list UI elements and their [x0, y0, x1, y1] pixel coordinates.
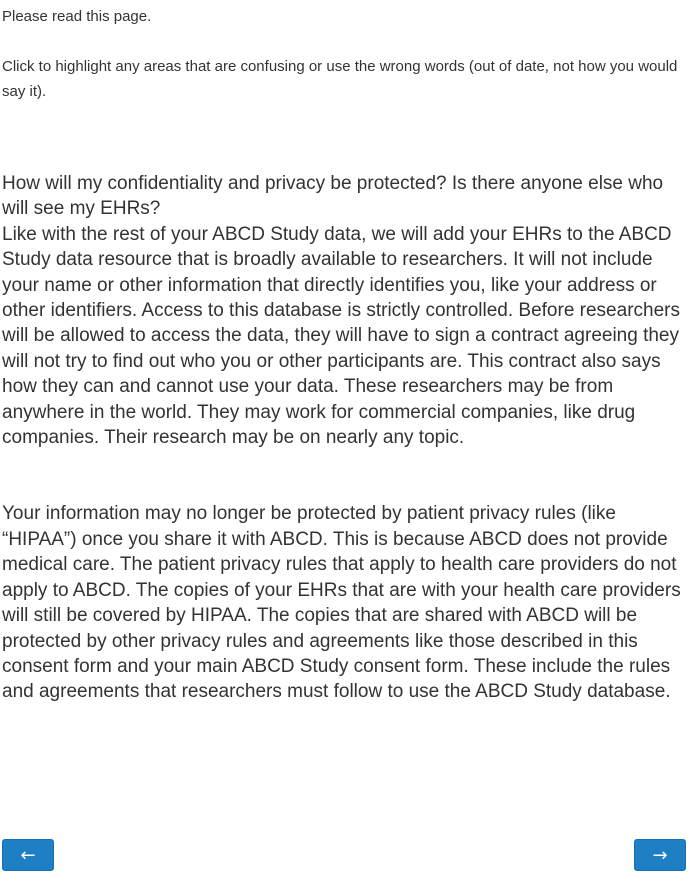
confidentiality-paragraph[interactable]: Like with the rest of your ABCD Study data, we will add your EHRs to the ABCD Study data resource that is broadly available to researchers. It will not include your name or other information that directly identifies you, like your address or other identifiers. Access to this database is strictly controlled. Before researchers will be allowed to access the data, they will have to sign a contract agreeing they will not try to find out who you or other participants are. This contract also says how they can and cannot use your data. These researchers may be from anywhere in the world. They may work for commercial companies, like drug companies. Their research may be on nearly any topic.	[2, 223, 680, 449]
section-question[interactable]: How will my confidentiality and privacy be protected? Is there anyone else who will see my EHRs?	[2, 173, 664, 220]
back-button[interactable]: ←	[2, 839, 54, 871]
intro-section	[2, 4, 686, 104]
next-button[interactable]: →	[634, 839, 686, 871]
consent-content	[2, 171, 688, 705]
hipaa-paragraph[interactable]: Your information may no longer be protected by patient privacy rules (like “HIPAA”) once you share it with ABCD. This is because ABCD does not provide medical care. The patient privacy rules that apply to health care providers do not apply to ABCD. The copies of your EHRs that are with your health care providers will still be covered by HIPAA. The copies that are shared with ABCD will be protected by other privacy rules and agreements like those described in this consent form and your main ABCD Study consent form. These include the rules and agreements that researchers must follow to use the ABCD Study database.	[2, 503, 681, 703]
read-prompt: Please read this page.	[2, 8, 152, 25]
highlight-instructions: Click to highlight any areas that are confusing or use the wrong words (out of date, not how you would say it).	[2, 58, 678, 100]
